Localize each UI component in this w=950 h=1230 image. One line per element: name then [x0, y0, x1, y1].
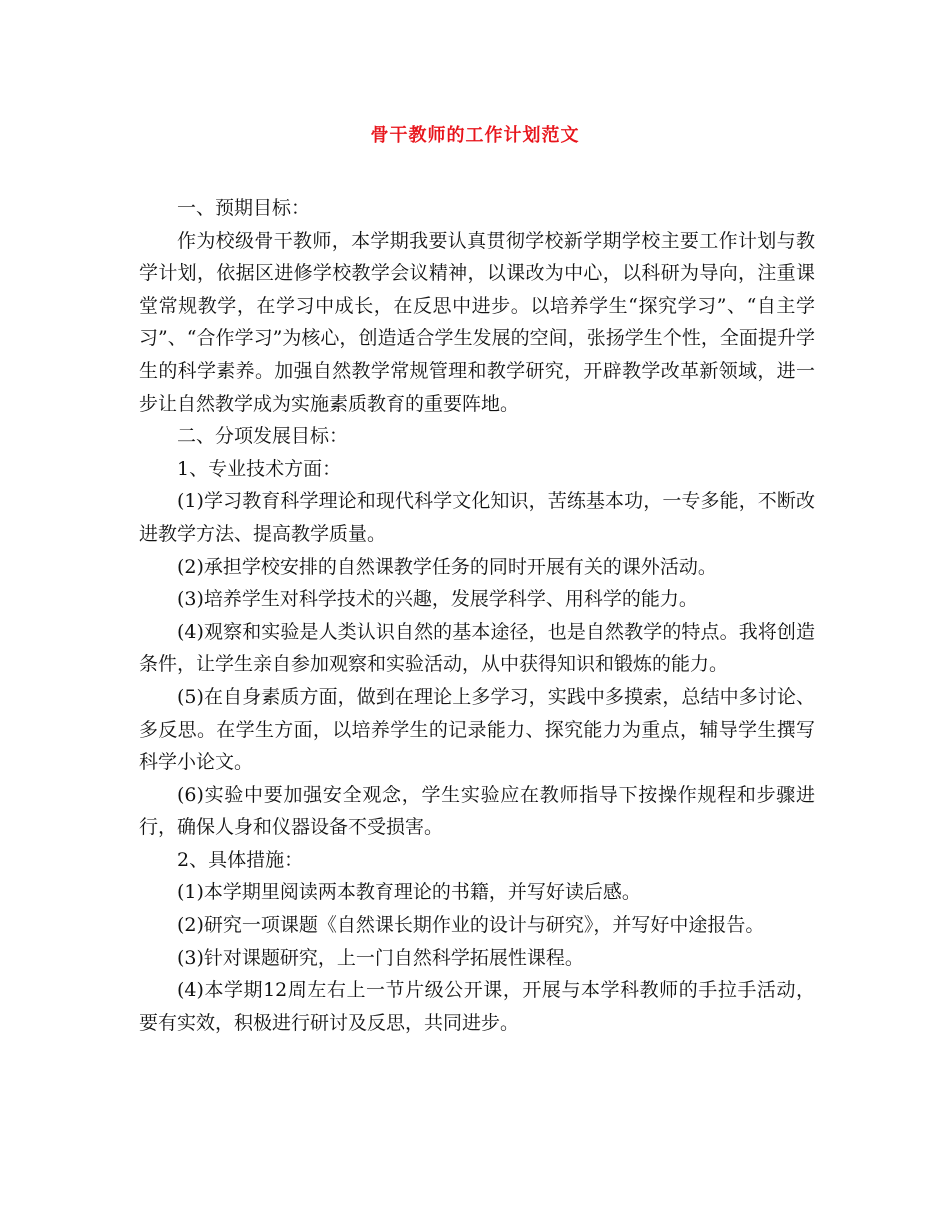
- list-item: (6)实验中要加强安全观念，学生实验应在教师指导下按操作规程和步骤进行，确保人身和仪器设备不受损害。: [139, 783, 815, 839]
- list-item: (4)观察和实验是人类认识自然的基本途径，也是自然教学的特点。我将创造条件，让学生亲自参加观察和实验活动，从中获得知识和锻炼的能力。: [139, 620, 815, 676]
- list-item: (1)本学期里阅读两本教育理论的书籍，并写好读后感。: [177, 881, 641, 904]
- subsection-heading: 2、具体措施：: [177, 848, 304, 871]
- body-paragraph: 作为校级骨干教师，本学期我要认真贯彻学校新学期学校主要工作计划与教学计划，依据区进修学校教学会议精神，以课改为中心，以科研为导向，注重课堂常规教学，在学习中成长，在反思中进步。以培养学生“探究学习”、“自主学习”、“合作学习”为核心，创造适合学生发展的空间，张扬学生个性，全面提升学生的科学素养。加强自然教学常规管理和教学研究，开辟教学改革新领域，进一步让自然教学成为实施素质教育的重要阵地。: [139, 229, 815, 415]
- section-heading: 一、预期目标：: [177, 197, 311, 219]
- list-item: (3)针对课题研究，上一门自然科学拓展性课程。: [177, 946, 584, 969]
- list-item: (2)研究一项课题《自然课长期作业的设计与研究》，并写好中途报告。: [177, 914, 765, 937]
- list-item: (4)本学期12周左右上一节片级公开课，开展与本学科教师的手拉手活动，要有实效，积极进行研讨及反思，共同进步。: [139, 979, 815, 1034]
- document-body: [139, 192, 815, 1039]
- section-heading: 二、分项发展目标：: [177, 425, 349, 448]
- subsection-heading: 1、专业技术方面：: [177, 457, 342, 480]
- page-title: 骨干教师的工作计划范文: [370, 125, 580, 146]
- list-item: (2)承担学校安排的自然课教学任务的同时开展有关的课外活动。: [177, 555, 717, 578]
- list-item: (3)培养学生对科学技术的兴趣，发展学科学、用科学的能力。: [177, 588, 698, 611]
- list-item: (1)学习教育科学理论和现代科学文化知识，苦练基本功，一专多能，不断改进教学方法、提高教学质量。: [139, 490, 815, 545]
- list-item: (5)在自身素质方面，做到在理论上多学习，实践中多摸索，总结中多讨论、多反思。在学生方面，以培养学生的记录能力、探究能力为重点，辅导学生撰写科学小论文。: [139, 685, 815, 774]
